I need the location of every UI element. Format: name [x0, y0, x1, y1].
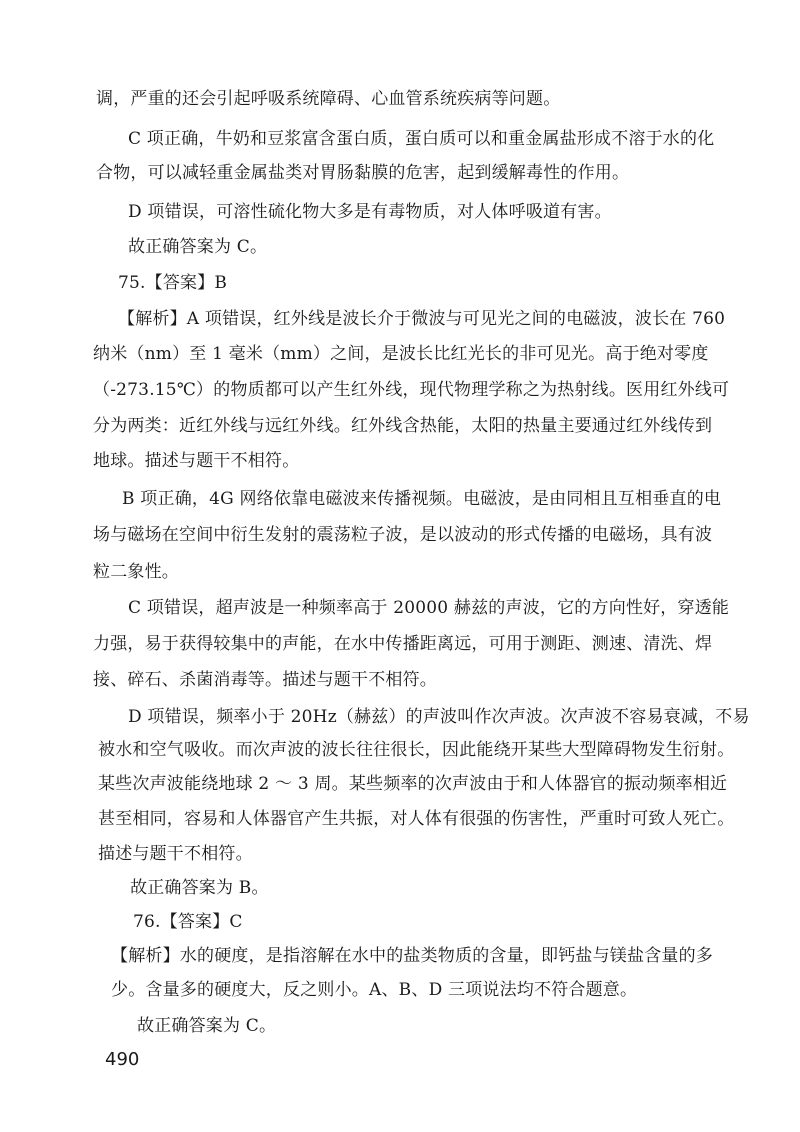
text-line: D 项错误，可溶性硫化物大多是有毒物质，对人体呼吸道有害。	[128, 202, 612, 222]
text-line: （-273.15℃）的物质都可以产生红外线，现代物理学称之为热射线。医用红外线可	[93, 380, 730, 400]
page-number: 490	[105, 1049, 140, 1070]
text-line: B 项正确，4G 网络依靠电磁波来传播视频。电磁波，是由同相且互相垂直的电	[122, 489, 722, 509]
text-line: 描述与题干不相符。	[98, 844, 253, 864]
text-line: 故正确答案为 C。	[128, 237, 268, 257]
text-line: 地球。描述与题干不相符。	[93, 451, 300, 471]
text-line: 纳米（nm）至 1 毫米（mm）之间，是波长比红光长的非可见光。高于绝对零度	[93, 344, 709, 364]
text-line: 【解析】A 项错误，红外线是波长介于微波与可见光之间的电磁波，波长在 760	[118, 309, 726, 329]
text-line: 场与磁场在空间中衍生发射的震荡粒子波，是以波动的形式传播的电磁场，具有波	[93, 525, 713, 545]
text-line: 被水和空气吸收。而次声波的波长往往很长，因此能绕开某些大型障碍物发生衍射。	[98, 740, 735, 760]
text-line: D 项错误，频率小于 20Hz（赫兹）的声波叫作次声波。次声波不容易衰减，不易	[128, 707, 750, 727]
text-line: 接、碎石、杀菌消毒等。描述与题干不相符。	[93, 670, 437, 690]
text-line: 合物，可以减轻重金属盐类对胃肠黏膜的危害，起到缓解毒性的作用。	[96, 163, 630, 183]
text-line: C 项错误，超声波是一种频率高于 20000 赫兹的声波，它的方向性好，穿透能	[128, 598, 730, 618]
text-line: 力强，易于获得较集中的声能，在水中传播距离远，可用于测距、测速、清洗、焊	[93, 634, 713, 654]
text-line: 分为两类：近红外线与远红外线。红外线含热能，太阳的热量主要通过红外线传到	[93, 416, 713, 436]
text-line: 75.【答案】B	[118, 273, 228, 293]
text-line: 甚至相同，容易和人体器官产生共振，对人体有很强的伤害性，严重时可致人死亡。	[98, 809, 735, 829]
text-line: 调，严重的还会引起呼吸系统障碍、心血管系统疾病等问题。	[96, 89, 561, 109]
text-line: 76.【答案】C	[133, 912, 243, 932]
text-line: 粒二象性。	[93, 562, 179, 582]
text-line: 【解析】水的硬度，是指溶解在水中的盐类物质的含量，即钙盐与镁盐含量的多	[111, 946, 713, 966]
text-line: 少。含量多的硬度大，反之则小。A、B、D 三项说法均不符合题意。	[111, 980, 638, 1000]
text-line: C 项正确，牛奶和豆浆富含蛋白质，蛋白质可以和重金属盐形成不溶于水的化	[128, 129, 715, 149]
text-line: 故正确答案为 C。	[137, 1016, 277, 1036]
text-line: 某些次声波能绕地球 2 ～ 3 周。某些频率的次声波由于和人体器官的振动频率相近	[98, 774, 728, 794]
text-line: 故正确答案为 B。	[130, 878, 269, 898]
